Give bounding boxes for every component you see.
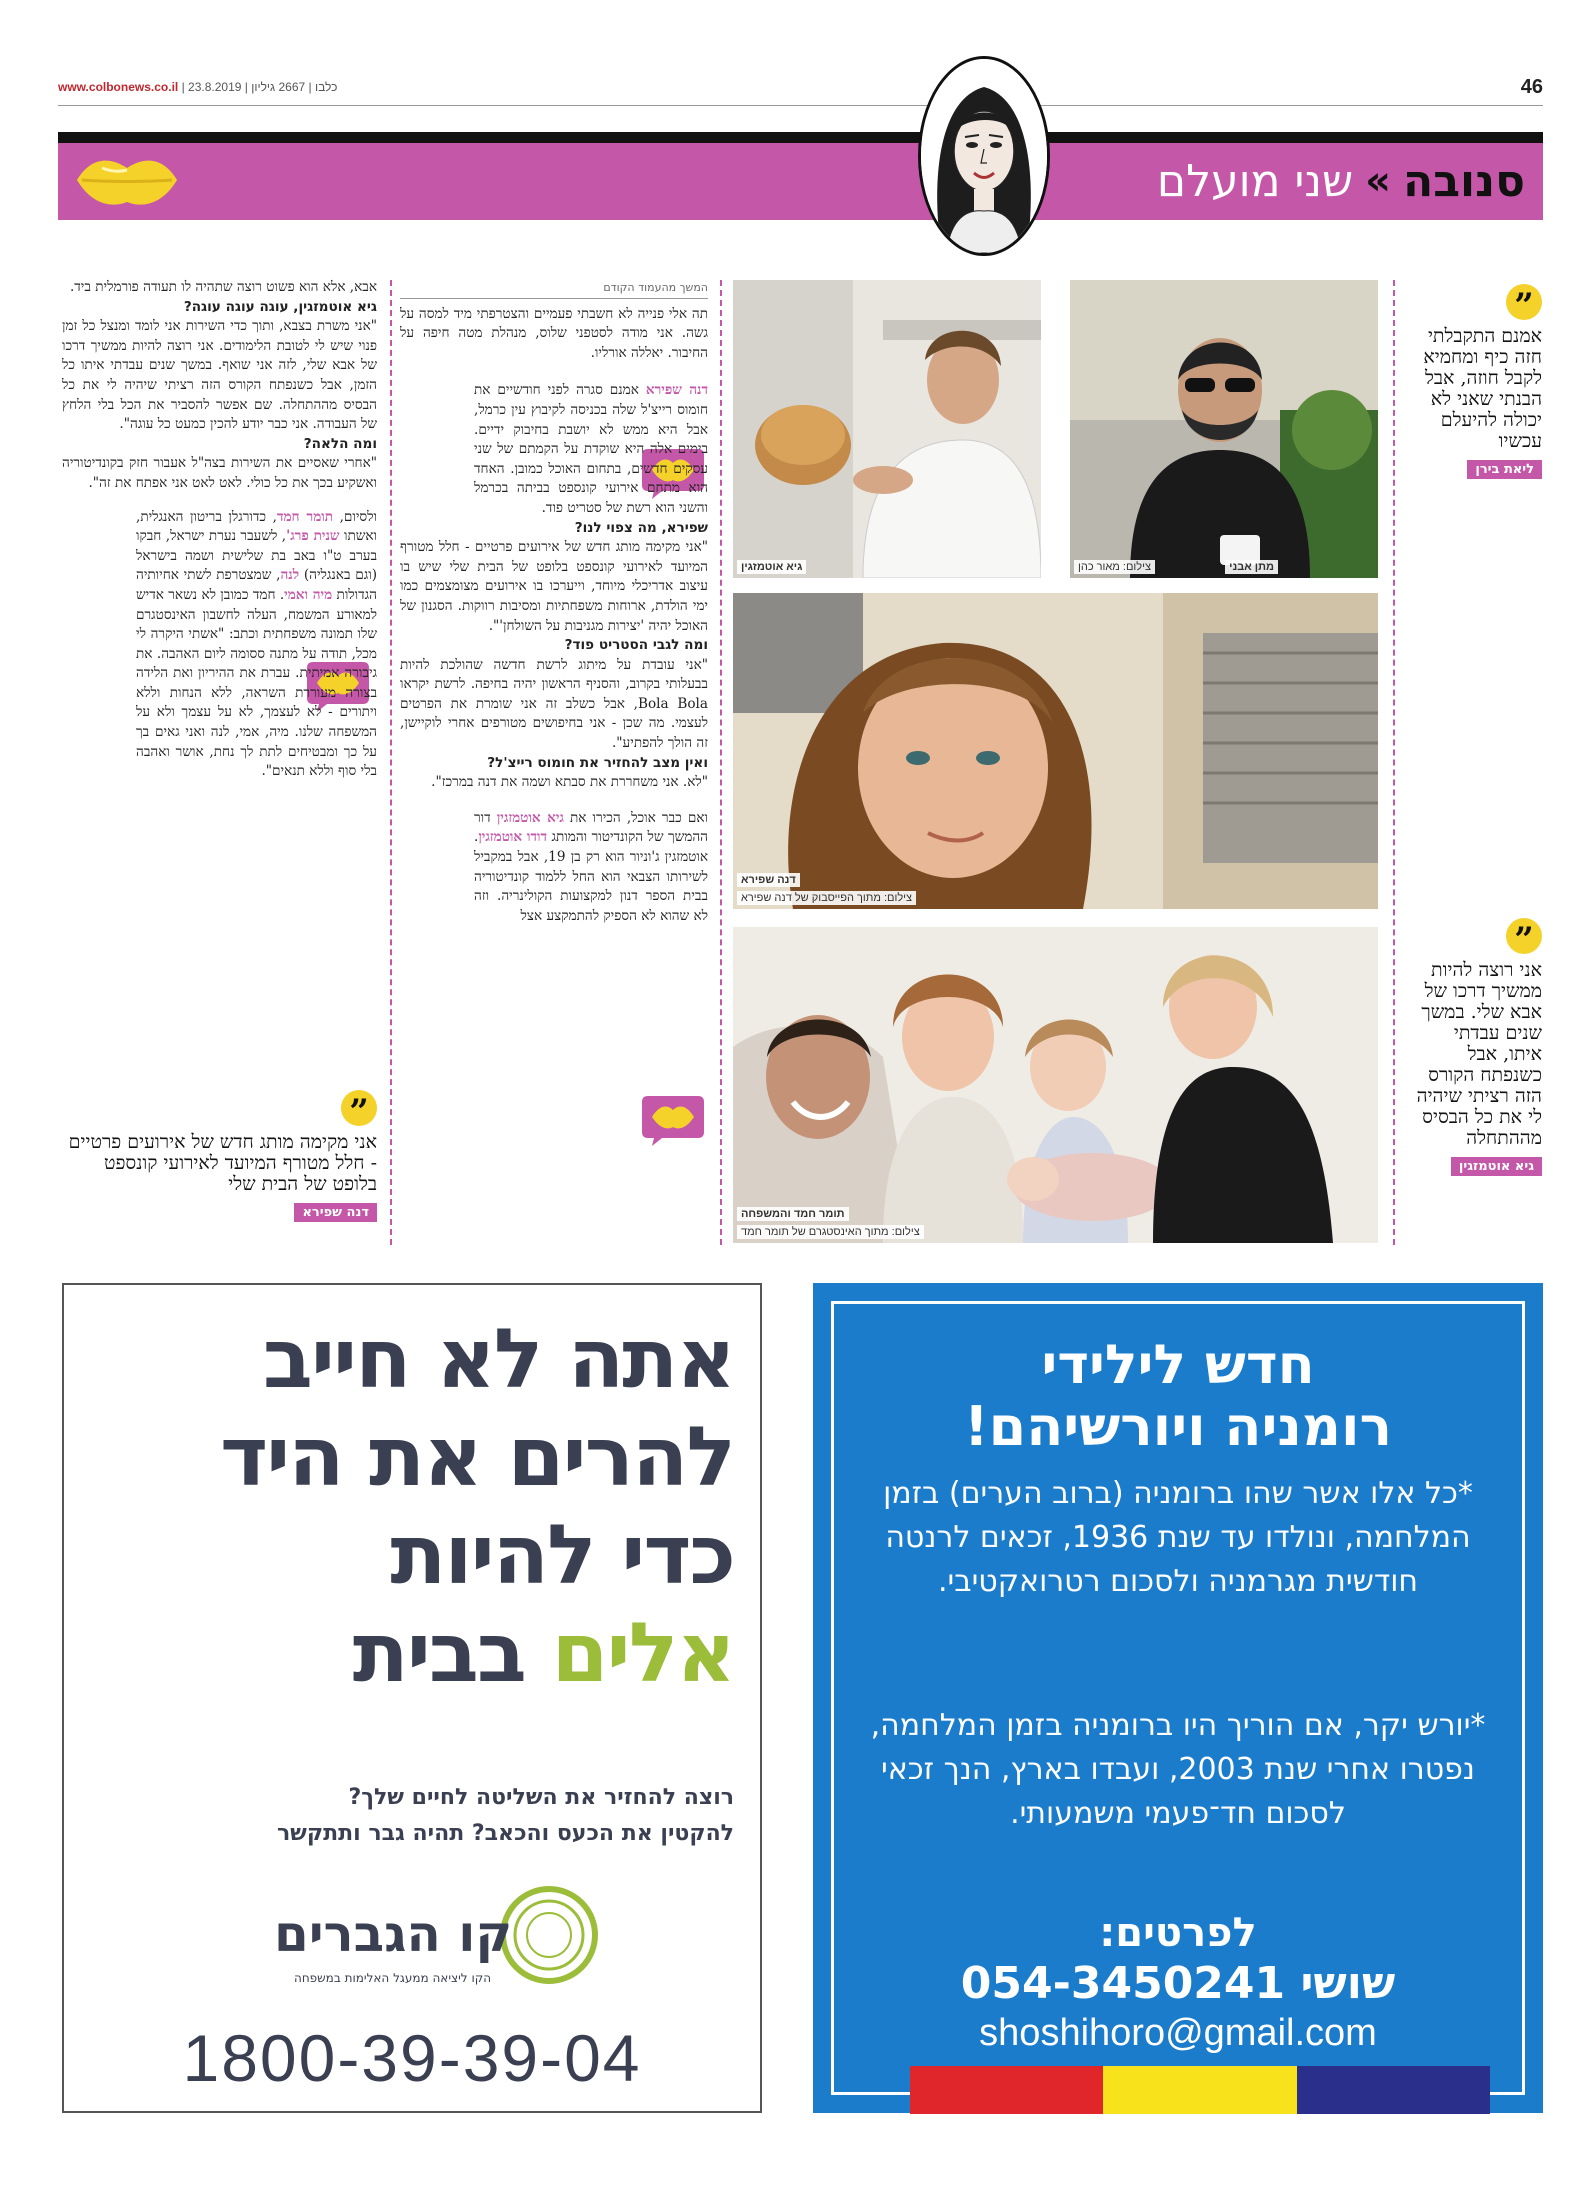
article-column-middle: [400, 278, 708, 1244]
article-paragraph: אבא, אלא הוא פשוט רוצה שתהיה לו תעודה פורמלית ביד.: [69, 279, 377, 295]
person-name: דנה שפירא: [645, 382, 708, 399]
column-divider-left: [390, 280, 392, 1245]
article-text: ולסיום,: [339, 508, 377, 525]
hotline-phone[interactable]: 1800-39-39-04: [182, 2021, 642, 2095]
lips-icon: [72, 150, 182, 212]
photo-guy-otmazgin: [733, 280, 1041, 578]
photo-guy-illustration: [733, 280, 1041, 578]
photo-matan-illustration: [1070, 280, 1378, 578]
person-name: מיה ואמי: [284, 586, 333, 603]
photo-credit-dana: צילום: מתוך הפייסבוק של דנה שפירא: [737, 891, 916, 905]
pull-quote-3-name: דנה שפירא: [294, 1203, 377, 1222]
page-number: 46: [1520, 76, 1543, 98]
romania-flag: [910, 2066, 1490, 2114]
publication-line: [58, 80, 337, 94]
photo-credit-matan: צילום: מאור כהן: [1074, 560, 1155, 574]
pull-quote-3-text: אני מקימה מותג חדש של אירועים פרטיים - חלל מטורף המיועד לאירועי קונספט בלופט של הבית שלי: [68, 1131, 377, 1195]
photo-dana-illustration: [733, 593, 1378, 909]
column-writer: שני מועלם: [1156, 155, 1354, 207]
pull-quote-1-text: אמנם התקבלתי חזה כיף ומחמיא לקבל חוזה, אבל הבנתי שאני לא יכולה להיעלם עכשיו: [1423, 325, 1542, 452]
ad-headline-line: אתה לא חייב: [262, 1312, 734, 1407]
column-divider-photos: [720, 280, 722, 1245]
ad-body-1: *כל אלו אשר שהו ברומניה (ברוב הערים) בזמן המלחמה, ונולדו עד שנת 1936, זכאים לרנטה חודשית מגרמניה ולסכום רטרואקטיבי.: [883, 1476, 1473, 1599]
ad-romania-pension[interactable]: [813, 1283, 1543, 2113]
ad-subline-1: רוצה להחזיר את השליטה לחיים שלך?: [348, 1785, 734, 1810]
flag-stripe-red: [910, 2066, 1103, 2114]
article-text: אוטמזגין ג'וניור הוא רק בן 19, אבל במקביל לשירותו הצבאי הוא החל ללמוד קונדיטוריה בבית הספר דנון למקצועות הקולינריה. וזה לא שהוא לא הספיק להתמקצע אצל: [474, 849, 708, 924]
writer-portrait-illustration: [921, 59, 1047, 253]
interview-answer: "אני עובדת על מיתוג לרשת חדשה שהולכת להיות בבעלותי בקרוב, והסניף הראשון יהיה בחיפה. לרשת יקראו Bola Bola, אבל כשלב זה אני שומרת את הפרטים לעצמי. מה שכן - אני בחיפושים מטורפים אחרי לוקיישן, זה הולך להפתיע".: [400, 656, 708, 752]
ad-headline-line: [74, 1605, 734, 1703]
pull-quote-1: [1410, 284, 1542, 479]
pull-quote-2-text: אני רוצה להיות ממשיך דרכו של אבא שלי. במשך שנים עבדתי איתו, אבל כשנפתח הקורס הזה רציתי שיהיה לי את כל הבסיס מההתחלה: [1416, 959, 1542, 1149]
ad-headline-green-word: אלים: [551, 1606, 734, 1701]
pull-quote-2: [1410, 918, 1542, 1176]
ad-headline-word: בבית: [352, 1606, 525, 1701]
chevron-icon: »: [1365, 158, 1391, 204]
writer-avatar: [918, 56, 1050, 256]
issue-meta: | כלבו | 2667 גיליון | 23.8.2019: [181, 80, 338, 94]
quote-mark-icon: ”: [1506, 284, 1542, 320]
interview-question: שפירא, מה צפוי לנו?: [574, 519, 708, 536]
article-text: , לשעבר נערת ישראל, חבקו בערב ט"ו באב בת שלישית ושמה בישראל (וגם באנגליה): [136, 528, 377, 584]
pull-quote-2-name: גיא אוטמזגין: [1451, 1157, 1542, 1176]
article-column-left: [62, 278, 377, 1078]
photo-credit-tomer: צילום: מתוך האינסטגרם של תומר חמד: [737, 1225, 924, 1239]
hotline-logo-text: קו הגברים: [274, 1905, 513, 1963]
person-name: לנה: [280, 567, 300, 584]
photo-tomer-hemed-family: [733, 927, 1378, 1243]
ad-title-1: חדש לילידי: [1041, 1333, 1315, 1396]
interview-question: ומה לגבי הסטריט פוד?: [564, 637, 708, 654]
interview-question: ואין מצב להחזיר את חומוס רייצ'ל?: [487, 754, 708, 771]
photo-matan-avni: [1070, 280, 1378, 578]
interview-answer: "לא. אני משחררת את סבתא ושמה את דנה במרכז".: [431, 774, 708, 791]
article-text: . חמד כמובן לא נשאר אדיש למאורע המשמח, העלה לחשבון האינסטגרם שלו תמונה משפחתית וכתב: "אשתי היקרה לי מכל, תודה על מתנה ססומה ליום האהבה. את גיבורה אמיתית. עברת את ההיריון ואת הלידה בצורה מעוררת השראה, ללא הנחות וללא ויתורים - לא לעצמך, לא על עצמך ולא על המשפחה שלנו. מיה, אמי, לנה ואני גאים בך על כך ומבטיחים לתת לך נחת, אושר ואהבה בלי סוף וללא תנאים".: [136, 586, 377, 780]
article-text: ואם כבר אוכל, הכירו את: [570, 809, 708, 826]
person-name: תומר חמד: [276, 508, 334, 525]
article-text: , שמצטרפת לשתי אחיותיה הגדולות: [136, 567, 377, 603]
ad-email[interactable]: shoshihoro@gmail.com: [979, 2012, 1377, 2054]
top-divider: [58, 105, 1543, 106]
photo-name-matan: מתן אבני: [1225, 560, 1278, 574]
pull-quote-3: [62, 1090, 377, 1222]
ad-headline-line: כדי להיות: [390, 1508, 734, 1603]
photo-name-tomer: תומר חמד והמשפחה: [737, 1207, 849, 1221]
photo-name-dana: דנה שפירא: [737, 873, 800, 887]
ad-body-2: *יורש יקר, אם הוריך היו ברומניה בזמן המלחמה, נפטרו אחרי שנת 2003, ועבדו בארץ, הנך זכאי לסכום חד־פעמי משמעותי.: [870, 1708, 1486, 1831]
column-divider-right: [1393, 280, 1395, 1245]
column-brand: סנובה: [1402, 155, 1525, 207]
ad-title-2: רומניה ויורשיהם!: [963, 1395, 1393, 1458]
interview-answer: "אני משרת בצבא, ותוך כדי השירות אני לומד ומנצל כל זמן פנוי שיש לי לטובת הלימודים. אני רוצה להיות ממשיך דרכו של אבא שלי, לזה אני שואף. במשך שנים עבדתי איתו כל הזמן, אבל כשנפתח הקורס הזה רציתי שיהיה לי את כל הבסיס מההתחלה. שם אפשר להסביר את הכל בלי הלחץ של העבודה. אני כבר יודע להכין כמעט כל עוגה".: [62, 318, 377, 433]
interview-question: ומה הלאה?: [303, 435, 377, 452]
quote-mark-icon: ”: [1506, 918, 1542, 954]
ad-details-label: לפרטים:: [1099, 1910, 1257, 1956]
quote-mark-icon: ”: [341, 1090, 377, 1126]
photo-tomer-illustration: [733, 927, 1378, 1243]
ad-violence-hotline[interactable]: [62, 1283, 762, 2113]
article-text: אמנם סגרה לפני חודשיים את חומוס רייצ'ל שלה בכניסה לקיבוץ עין כרמל, אבל היא ממש לא יושבת בחיבוק ידיים. בימים אלה היא שוקדת על הקמתם של שני עסקים חדשים, בתחום האוכל כמובן. האחד הוא מתחם אירועי קונספט בביתה בכרמל והשני הוא רשת של סטריט פוד.: [474, 382, 708, 516]
article-paragraph-tomer: [62, 508, 377, 782]
flag-stripe-yellow: [1103, 2066, 1296, 2114]
article-paragraph-guy: ואם כבר אוכל, הכירו את גיא אוטמזגין דור ההמשך של הקונדיטור והמותג דודו אוטמזגין. אוטמזגין ג'וניור הוא רק בן 19, אבל במקביל לשירותו הצבאי הוא החל ללמוד קונדיטוריה בבית הספר דנון למקצועות הקולינריה. וזה לא שהוא לא הספיק להתמקצע אצל: [474, 809, 708, 924]
interview-question: גיא אוטמזגין, עוגה עוגה עוגה?: [183, 298, 377, 315]
person-name: שנית פרג': [286, 528, 340, 545]
photo-dana-shapira: [733, 593, 1378, 909]
article-text: , כדורגלן בריטון האנגלית, ואשתו: [136, 508, 377, 545]
hotline-logo-subtitle: הקו ליציאה ממעגל האלימות במשפחה: [294, 1971, 492, 1985]
header-black-stripe: [58, 132, 1543, 143]
ad-subline-2: להקטין את הכעס והכאב? תהיה גבר ותתקשר: [276, 1821, 734, 1846]
pull-quote-1-name: ליאת בירן: [1467, 460, 1542, 479]
continued-label: המשך מהעמוד הקודם: [400, 278, 708, 299]
ad-contact-phone[interactable]: שושי 054-3450241: [960, 1958, 1396, 2009]
article-text: דור ההמשך של הקונדיטור והמותג: [474, 809, 708, 846]
interview-answer: "אני מקימה מותג חדש של אירועים פרטיים - חלל מטורף המיועד לאירועי קונספט בלופט של הבית שלי שיש בו עיצוב אדריכלי מיוחד, וייערכו בו אירועים מצומצמים כמו ימי הולדת, ארוחות משפחתיות ומסיבות רווקות. הסגנון של האוכל יהיה 'יצירות מגניבות על השולחן'".: [400, 539, 708, 634]
ad-frame: [831, 1301, 1525, 2095]
article-paragraph: תה אלי פנייה לא חשבתי פעמיים והצטרפתי מיד למסה על גשה. אני מודה לסטפני שלוס, מנהלת מטה חיפה על החיבור. יאללה אורליו.: [400, 305, 708, 361]
person-name: גיא אוטמזגין: [496, 809, 564, 826]
interview-answer: "אחרי שאסיים את השירות בצה"ל אעבור חזק בקונדיטוריה ואשקיע בכך את כל כולי. לאט לאט אני אפתח את זה".: [62, 455, 377, 491]
person-name: דודו אוטמזגין: [478, 829, 548, 846]
ad-headline-line: להרים את היד: [219, 1410, 734, 1505]
article-paragraph-dana: [400, 381, 708, 518]
column-title: [1157, 148, 1525, 214]
ad-headline: [74, 1311, 734, 1703]
photo-name-guy: גיא אוטמזגין: [737, 560, 806, 574]
flag-stripe-blue: [1297, 2066, 1490, 2114]
site-link[interactable]: www.colbonews.co.il: [58, 80, 179, 94]
